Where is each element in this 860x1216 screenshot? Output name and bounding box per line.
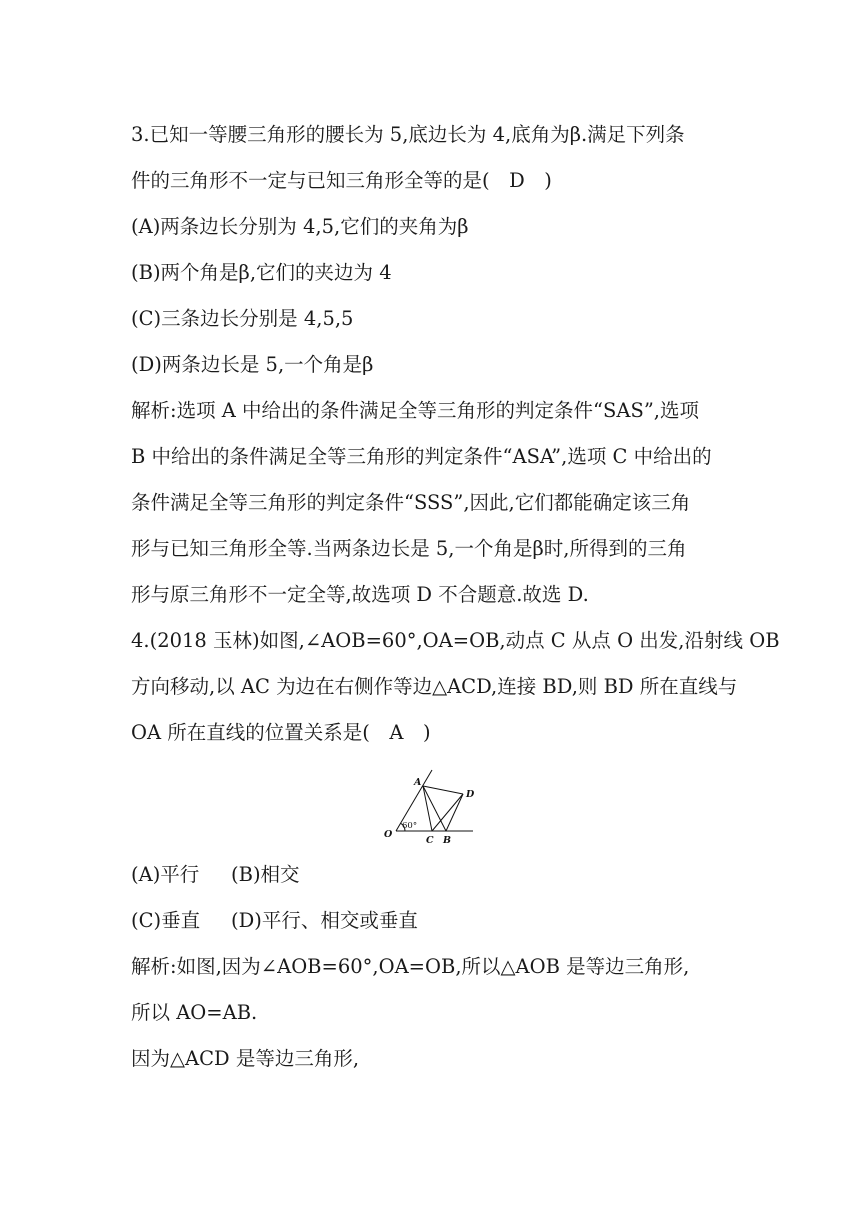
q3-option-a: (A)两条边长分别为 4,5,它们的夹角为β (131, 215, 469, 238)
q4-stem-line-3: OA 所在直线的位置关系是( A ) (131, 721, 431, 744)
q4-figure (131, 762, 731, 856)
q4-option-c: (C)垂直 (131, 909, 201, 932)
q3-analysis-line-5: 形与原三角形不一定全等,故选项 D 不合题意.故选 D. (131, 583, 589, 606)
segment-ab (423, 786, 446, 831)
segment-ac (423, 786, 432, 831)
q4-options-row-2 (131, 898, 731, 944)
label-d: D (466, 789, 475, 800)
document-page (131, 112, 780, 1082)
q3-analysis-line-3: 条件满足全等三角形的判定条件“SSS”,因此,它们都能确定该三角 (131, 491, 691, 514)
label-a: A (414, 777, 422, 788)
segment-ad (423, 786, 463, 794)
q3-stem-line-2: 件的三角形不一定与已知三角形全等的是( D ) (131, 169, 552, 192)
geometry-figure (381, 762, 491, 852)
q4-stem-line-2: 方向移动,以 AC 为边在右侧作等边△ACD,连接 BD,则 BD 所在直线与 (131, 675, 738, 698)
q3-analysis-line-1: 解析:选项 A 中给出的条件满足全等三角形的判定条件“SAS”,选项 (131, 399, 699, 422)
q4-analysis-line-3: 因为△ACD 是等边三角形, (131, 1047, 360, 1070)
q3-option-d: (D)两条边长是 5,一个角是β (131, 353, 374, 376)
q4-analysis-line-1: 解析:如图,因为∠AOB=60°,OA=OB,所以△AOB 是等边三角形, (131, 955, 690, 978)
segment-bd (446, 794, 463, 831)
angle-label: 60° (402, 821, 418, 831)
label-b: B (443, 835, 452, 846)
label-c: C (426, 835, 434, 846)
q4-option-d: (D)平行、相交或垂直 (231, 909, 418, 932)
label-o: O (384, 829, 393, 840)
q3-stem-line-1: 3.已知一等腰三角形的腰长为 5,底边长为 4,底角为β.满足下列条 (131, 123, 685, 146)
q3-option-c: (C)三条边长分别是 4,5,5 (131, 307, 354, 330)
q4-option-b: (B)相交 (231, 863, 300, 886)
q3-analysis-line-4: 形与已知三角形全等.当两条边长是 5,一个角是β时,所得到的三角 (131, 537, 687, 560)
q4-options-row-1 (131, 852, 731, 898)
q4-stem-line-1: 4.(2018 玉林)如图,∠AOB=60°,OA=OB,动点 C 从点 O 出发,沿射线 OB (131, 629, 780, 652)
q3-analysis-line-2: B 中给出的条件满足全等三角形的判定条件“ASA”,选项 C 中给出的 (131, 445, 712, 468)
q3-option-b: (B)两个角是β,它们的夹边为 4 (131, 261, 392, 284)
q4-analysis-line-2: 所以 AO=AB. (131, 1001, 258, 1024)
q4-option-a: (A)平行 (131, 863, 200, 886)
